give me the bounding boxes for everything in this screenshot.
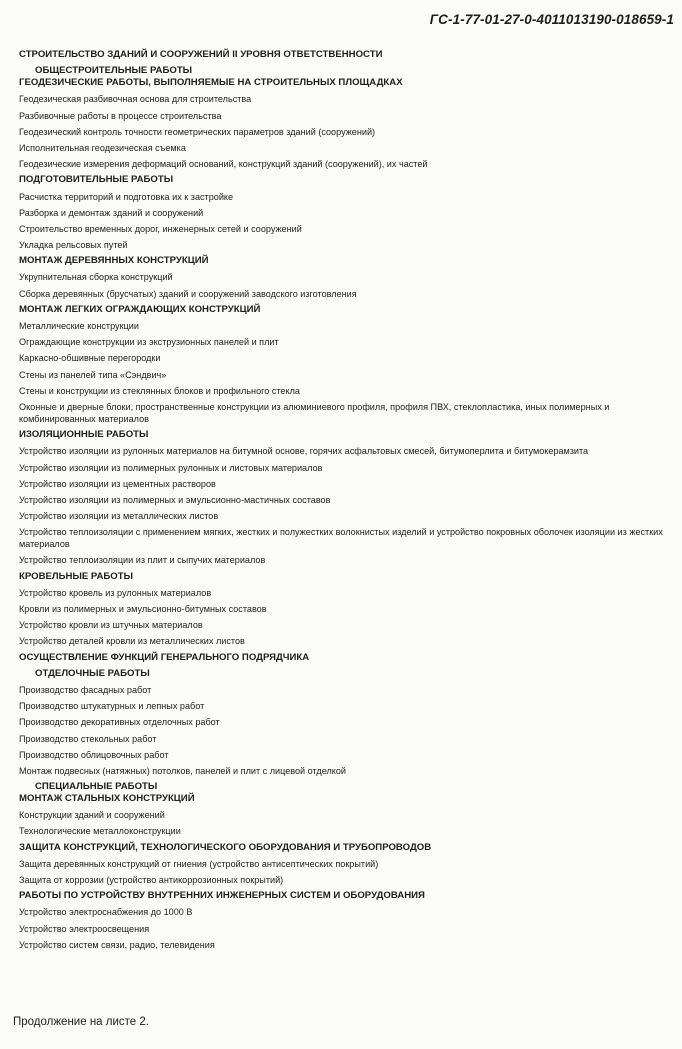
list-item: Металлические конструкции — [19, 321, 139, 331]
list-item: Устройство изоляции из рулонных материалов на битумной основе, горячих асфальтовых смесей, битумоперлита и битумокерамзита — [19, 446, 589, 457]
list-item: Исполнительная геодезическая съемка — [19, 142, 186, 153]
list-item: Укрупнительная сборка конструкций — [19, 272, 173, 283]
list-item: Оконные и дверные блоки, пространственные конструкции из алюминиевого профиля, профиля ПВХ, стеклопластика, иных полимерных и комбинированных материалов — [19, 401, 610, 424]
section-heading: ОБЩЕСТРОИТЕЛЬНЫЕ РАБОТЫ — [35, 65, 193, 77]
list-item: Устройство изоляции из цементных растворов — [19, 478, 216, 489]
continuation-note: Продолжение на листе 2. — [13, 1016, 149, 1028]
list-item: Строительство временных дорог, инженерных сетей и сооружений — [19, 223, 302, 234]
list-item: Монтаж подвесных (натяжных) потолков, панелей и плит с лицевой отделкой — [19, 765, 346, 776]
list-item: Производство стекольных работ — [19, 733, 157, 744]
section-heading: ИЗОЛЯЦИОННЫЕ РАБОТЫ — [19, 429, 149, 441]
section-heading: ПОДГОТОВИТЕЛЬНЫЕ РАБОТЫ — [19, 174, 174, 186]
section-heading: МОНТАЖ ДЕРЕВЯННЫХ КОНСТРУКЦИЙ — [19, 255, 209, 267]
list-item: Устройство электроосвещения — [19, 923, 150, 934]
document-id: ГС-1-77-01-27-0-4011013190-018659-1 — [429, 12, 674, 27]
list-item: Устройство деталей кровли из металлических листов — [19, 636, 245, 647]
list-item: Каркасно-обшивные перегородки — [19, 353, 161, 364]
list-item: Устройство теплоизоляции с применением мягких, жестких и полужестких волокнистых изделий и устройство покровных оболочек изоляции из жестких материалов — [19, 527, 663, 550]
section-heading: СТРОИТЕЛЬСТВО ЗДАНИЙ И СООРУЖЕНИЙ II УРОВНЯ ОТВЕТСТВЕННОСТИ — [19, 49, 383, 60]
list-item: Разбивочные работы в процессе строительства — [19, 110, 222, 121]
list-item: Конструкции зданий и сооружений — [19, 810, 165, 821]
list-item: Производство штукатурных и лепных работ — [19, 701, 205, 712]
section-heading: СПЕЦИАЛЬНЫЕ РАБОТЫ — [35, 781, 158, 793]
section-heading: МОНТАЖ СТАЛЬНЫХ КОНСТРУКЦИЙ — [19, 793, 195, 805]
list-item: Устройство изоляции из металлических листов — [19, 511, 219, 522]
section-heading: КРОВЕЛЬНЫЕ РАБОТЫ — [19, 570, 134, 582]
list-item: Устройство электроснабжения до 1000 В — [19, 907, 193, 918]
list-item: Устройство кровель из рулонных материалов — [19, 587, 212, 598]
list-item: Ограждающие конструкции из экструзионных панелей и плит — [19, 337, 279, 348]
list-item: Технологические металлоконструкции — [19, 826, 181, 837]
list-item: Разборка и демонтаж зданий и сооружений — [19, 207, 204, 218]
list-item: Устройство изоляции из полимерных и эмульсионно-мастичных составов — [19, 494, 331, 505]
list-item: Устройство изоляции из полимерных рулонных и листовых материалов — [19, 462, 323, 473]
list-item: Защита деревянных конструкций от гниения (устройство антисептических покрытий) — [19, 858, 379, 869]
section-heading: МОНТАЖ ЛЕГКИХ ОГРАЖДАЮЩИХ КОНСТРУКЦИЙ — [19, 303, 261, 315]
list-item: Производство фасадных работ — [19, 684, 152, 695]
section-heading: РАБОТЫ ПО УСТРОЙСТВУ ВНУТРЕННИХ ИНЖЕНЕРНЫХ СИСТЕМ И ОБОРУДОВАНИЯ — [19, 890, 425, 902]
list-item: Производство декоративных отделочных работ — [19, 717, 220, 728]
list-item: Производство облицовочных работ — [19, 749, 169, 760]
list-item: Защита от коррозии (устройство антикоррозионных покрытий) — [19, 875, 284, 885]
list-item: Стены и конструкции из стеклянных блоков и профильного стекла — [19, 385, 300, 396]
list-item: Стены из панелей типа «Сэндвич» — [19, 369, 167, 380]
list-item: Устройство кровли из штучных материалов — [19, 620, 203, 631]
list-item: Геодезическая разбивочная основа для строительства — [19, 94, 252, 105]
section-heading: ЗАЩИТА КОНСТРУКЦИЙ, ТЕХНОЛОГИЧЕСКОГО ОБОРУДОВАНИЯ И ТРУБОПРОВОДОВ — [19, 841, 432, 853]
list-item: Геодезические измерения деформаций оснований, конструкций зданий (сооружений), их частей — [19, 159, 428, 170]
list-item: Укладка рельсовых путей — [19, 240, 128, 251]
list-item: Устройство систем связи, радио, телевидения — [19, 939, 215, 950]
section-heading: ОТДЕЛОЧНЫЕ РАБОТЫ — [35, 667, 150, 679]
list-item: Геодезический контроль точности геометрических параметров зданий (сооружений) — [19, 126, 376, 137]
list-item: Сборка деревянных (брусчатых) зданий и сооружений заводского изготовления — [19, 288, 357, 299]
document-body — [19, 49, 669, 955]
section-heading: ГЕОДЕЗИЧЕСКИЕ РАБОТЫ, ВЫПОЛНЯЕМЫЕ НА СТРОИТЕЛЬНЫХ ПЛОЩАДКАХ — [19, 77, 403, 89]
list-item: Расчистка территорий и подготовка их к застройке — [19, 191, 234, 202]
section-heading: ОСУЩЕСТВЛЕНИЕ ФУНКЦИЙ ГЕНЕРАЛЬНОГО ПОДРЯДЧИКА — [19, 651, 310, 663]
list-item: Кровли из полимерных и эмульсионно-битумных составов — [19, 604, 267, 614]
list-item: Устройство теплоизоляции из плит и сыпучих материалов — [19, 555, 266, 566]
